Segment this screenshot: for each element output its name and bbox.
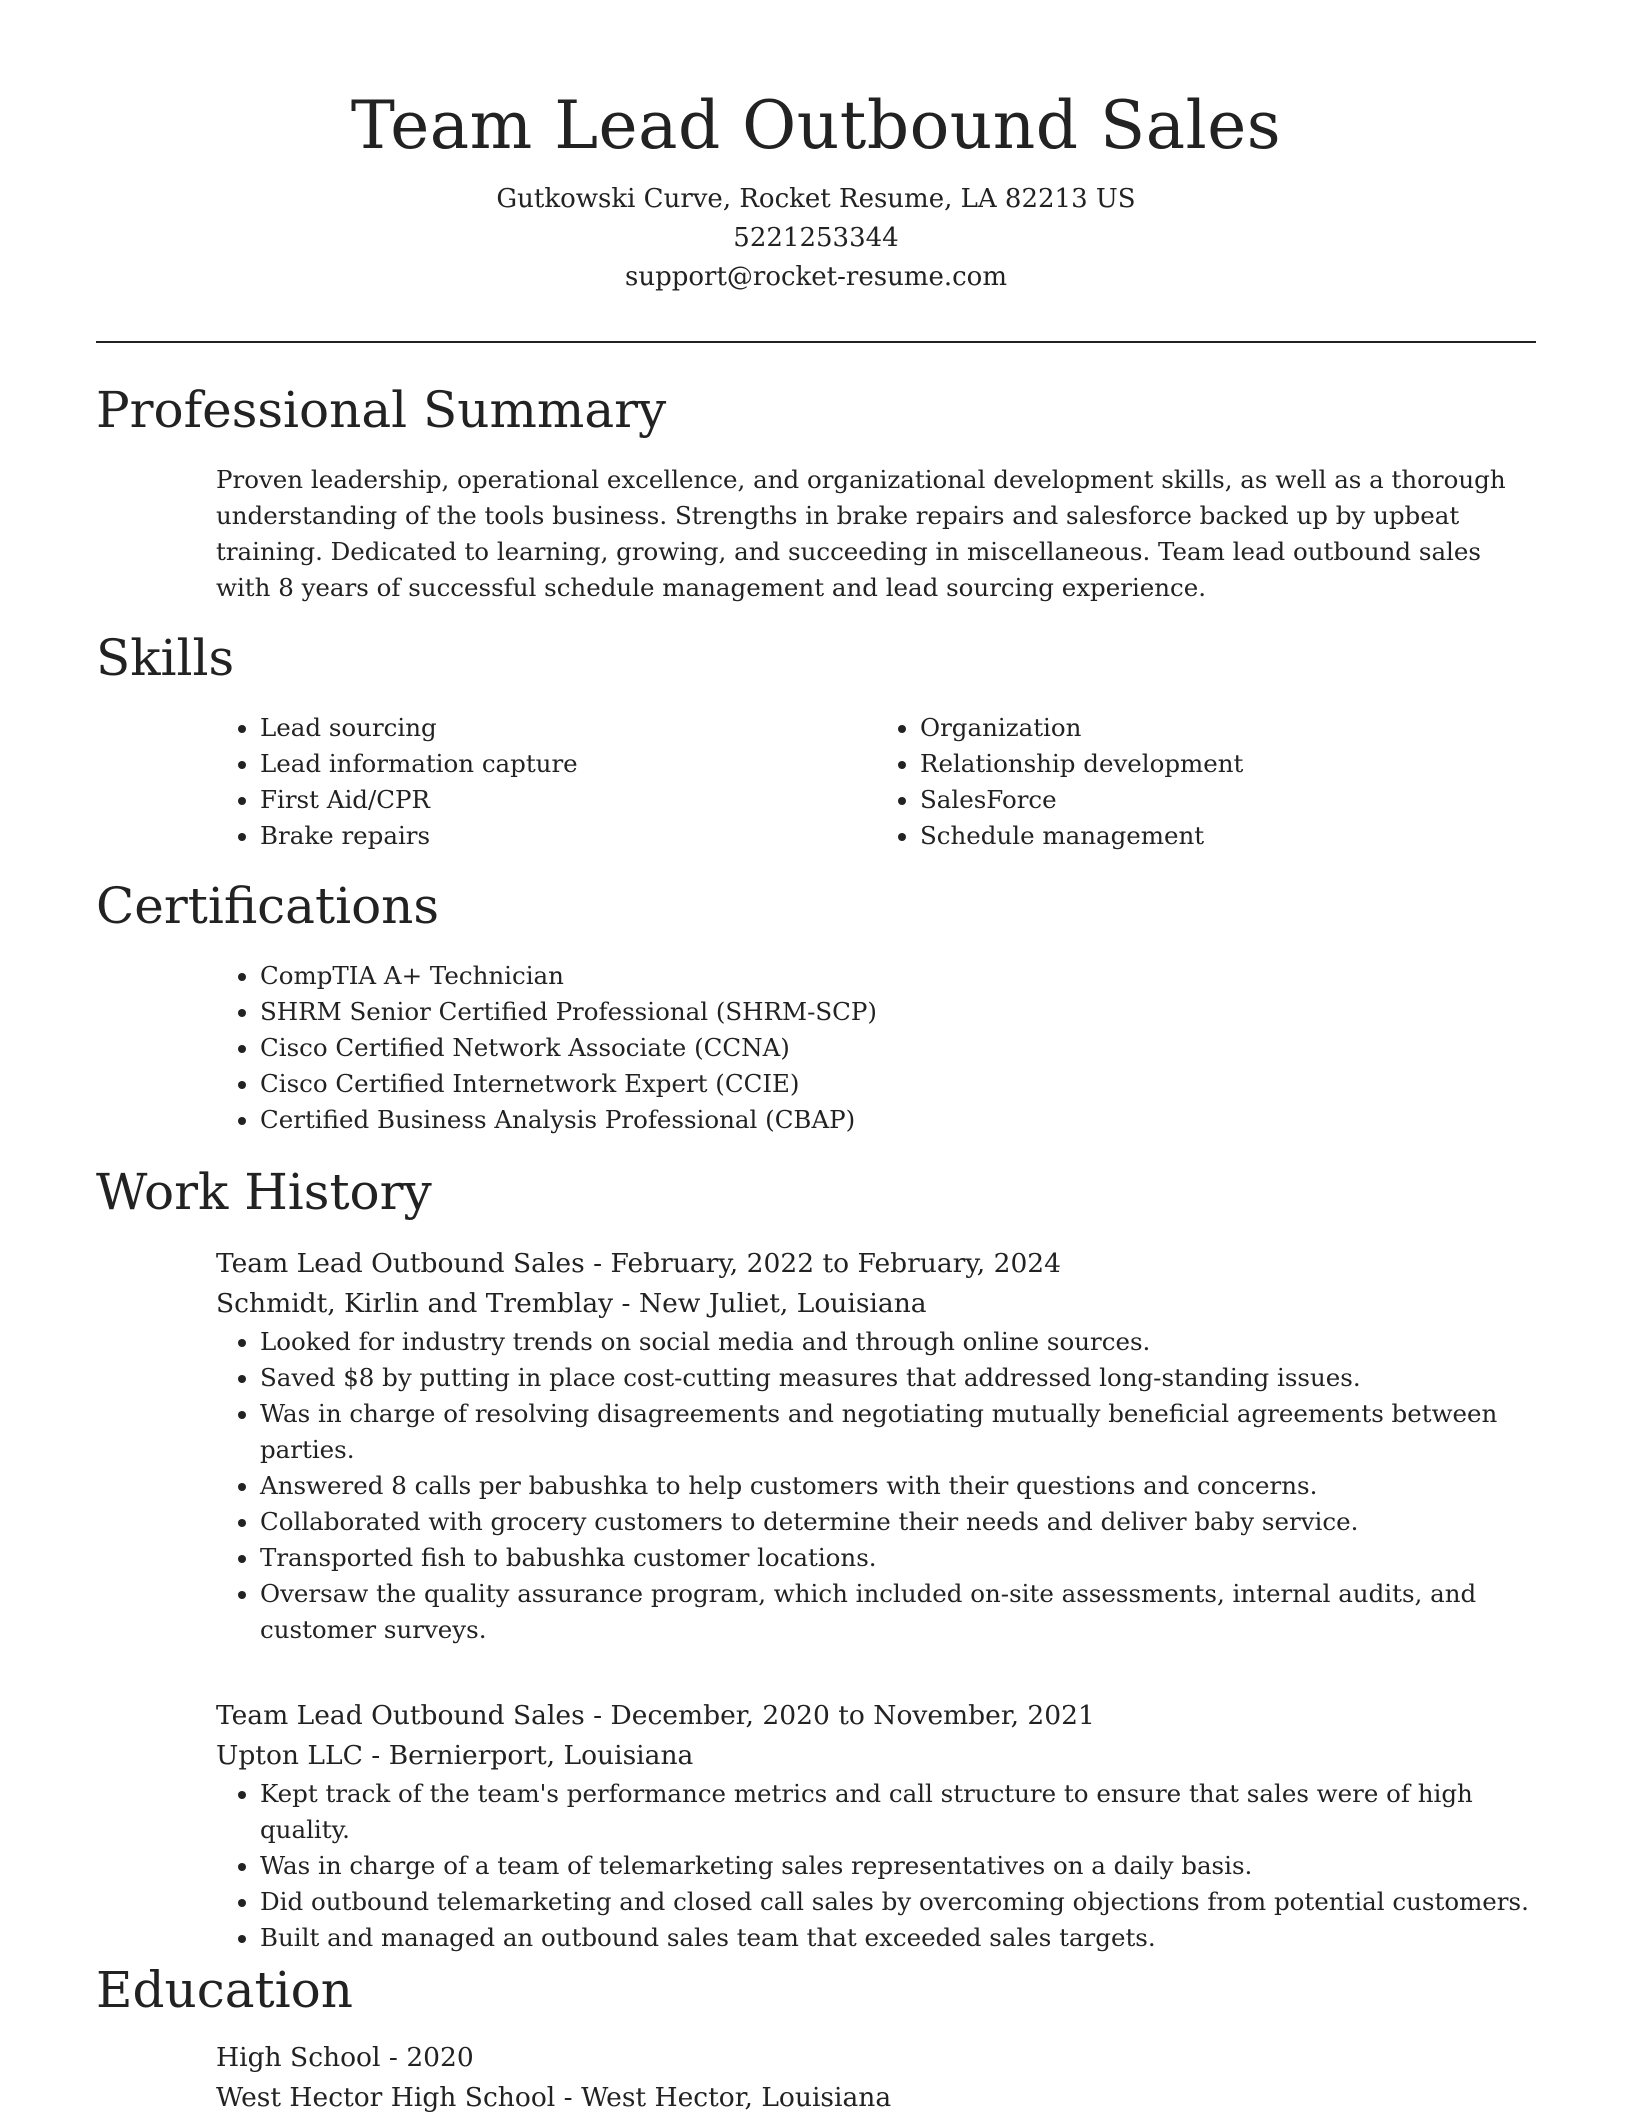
education-degree-line: High School - 2020 (216, 2042, 474, 2073)
resume-header (96, 86, 1536, 297)
summary-section (216, 462, 1536, 606)
skill-item: • SalesForce (920, 782, 1536, 818)
contact-email: support@rocket-resume.com (624, 262, 1007, 292)
skill-item: • Lead sourcing (260, 710, 876, 746)
header-divider (96, 341, 1536, 343)
job-bullet: • Kept track of the team's performance metrics and call structure to ensure that sales were of high quality. (260, 1776, 1536, 1848)
job-location: New Juliet, Louisiana (638, 1288, 927, 1319)
education-school: West Hector High School (216, 2082, 556, 2113)
skills-list-right (876, 710, 1536, 854)
skills-list-left (216, 710, 876, 854)
job-dates: December, 2020 to November, 2021 (610, 1700, 1095, 1731)
education-school-line: West Hector High School - West Hector, Louisiana (216, 2082, 892, 2113)
skill-item: • Brake repairs (260, 818, 876, 854)
job-bullet: • Looked for industry trends on social media and through online sources. (260, 1324, 1536, 1360)
skills-section (216, 710, 1536, 854)
certification-item: • Certified Business Analysis Professional (CBAP) (260, 1102, 1536, 1138)
certifications-list (216, 958, 1536, 1138)
job-bullet: • Answered 8 calls per babushka to help customers with their questions and concerns. (260, 1468, 1536, 1504)
skill-item: • Schedule management (920, 818, 1536, 854)
job-bullet: • Collaborated with grocery customers to determine their needs and deliver baby service. (260, 1504, 1536, 1540)
job-bullet-list (216, 1776, 1536, 1956)
job-location: Bernierport, Louisiana (388, 1740, 694, 1771)
job-title-line: Team Lead Outbound Sales - December, 2020 to November, 2021 (216, 1700, 1095, 1731)
job-role: Team Lead Outbound Sales (216, 1700, 585, 1731)
certification-item: • SHRM Senior Certified Professional (SHRM-SCP) (260, 994, 1536, 1030)
work-history-heading: Work History (96, 1163, 432, 1221)
certifications-section (216, 958, 1536, 1138)
job-bullet: • Built and managed an outbound sales team that exceeded sales targets. (260, 1920, 1536, 1956)
certifications-heading: Certifications (96, 877, 440, 935)
summary-heading: Professional Summary (96, 381, 667, 439)
job-company: Upton LLC (216, 1740, 363, 1771)
education-degree: High School (216, 2042, 381, 2073)
summary-text: Proven leadership, operational excellence, and organizational development skills, as well as a thorough understanding of the tools business. Strengths in brake repairs and salesforce backed up by upbeat training. Dedicated to learning, growing, and succeeding in miscellaneous. Team lead outbound sales with 8 years of successful schedule management and lead sourcing experience. (216, 465, 1506, 602)
job-bullet: • Was in charge of resolving disagreements and negotiating mutually beneficial agreements between parties. (260, 1396, 1536, 1468)
job-bullet: • Transported fish to babushka customer locations. (260, 1540, 1536, 1576)
job-company-line: Upton LLC - Bernierport, Louisiana (216, 1740, 694, 1771)
certification-item: • Cisco Certified Internetwork Expert (CCIE) (260, 1066, 1536, 1102)
skills-heading: Skills (96, 629, 235, 687)
job-company-line: Schmidt, Kirlin and Tremblay - New Juliet, Louisiana (216, 1288, 927, 1319)
job-bullet: • Was in charge of a team of telemarketing sales representatives on a daily basis. (260, 1848, 1536, 1884)
contact-address: Gutkowski Curve, Rocket Resume, LA 82213 US (496, 184, 1136, 214)
contact-phone: 5221253344 (733, 223, 899, 253)
job-bullet: • Oversaw the quality assurance program, which included on-site assessments, internal audits, and customer surveys. (260, 1576, 1536, 1648)
job-role: Team Lead Outbound Sales (216, 1248, 585, 1279)
contact-block (96, 180, 1536, 297)
education-entry (216, 2038, 1536, 2118)
skill-item: • Relationship development (920, 746, 1536, 782)
certification-item: • CompTIA A+ Technician (260, 958, 1536, 994)
job-bullet: • Saved $8 by putting in place cost-cutting measures that addressed long-standing issues. (260, 1360, 1536, 1396)
skill-item: • First Aid/CPR (260, 782, 876, 818)
job-entry (216, 1244, 1536, 1648)
education-heading: Education (96, 1961, 353, 2019)
education-year: 2020 (406, 2042, 474, 2073)
job-company: Schmidt, Kirlin and Tremblay (216, 1288, 614, 1319)
job-bullet-list (216, 1324, 1536, 1648)
skills-grid (216, 710, 1536, 854)
job-dates: February, 2022 to February, 2024 (610, 1248, 1062, 1279)
job-title-line: Team Lead Outbound Sales - February, 2022 to February, 2024 (216, 1248, 1062, 1279)
skill-item: • Lead information capture (260, 746, 876, 782)
job-entry (216, 1696, 1536, 1956)
job-bullet: • Did outbound telemarketing and closed call sales by overcoming objections from potential customers. (260, 1884, 1536, 1920)
skill-item: • Organization (920, 710, 1536, 746)
education-location: West Hector, Louisiana (581, 2082, 892, 2113)
candidate-name: Team Lead Outbound Sales (350, 87, 1282, 164)
certification-item: • Cisco Certified Network Associate (CCNA) (260, 1030, 1536, 1066)
